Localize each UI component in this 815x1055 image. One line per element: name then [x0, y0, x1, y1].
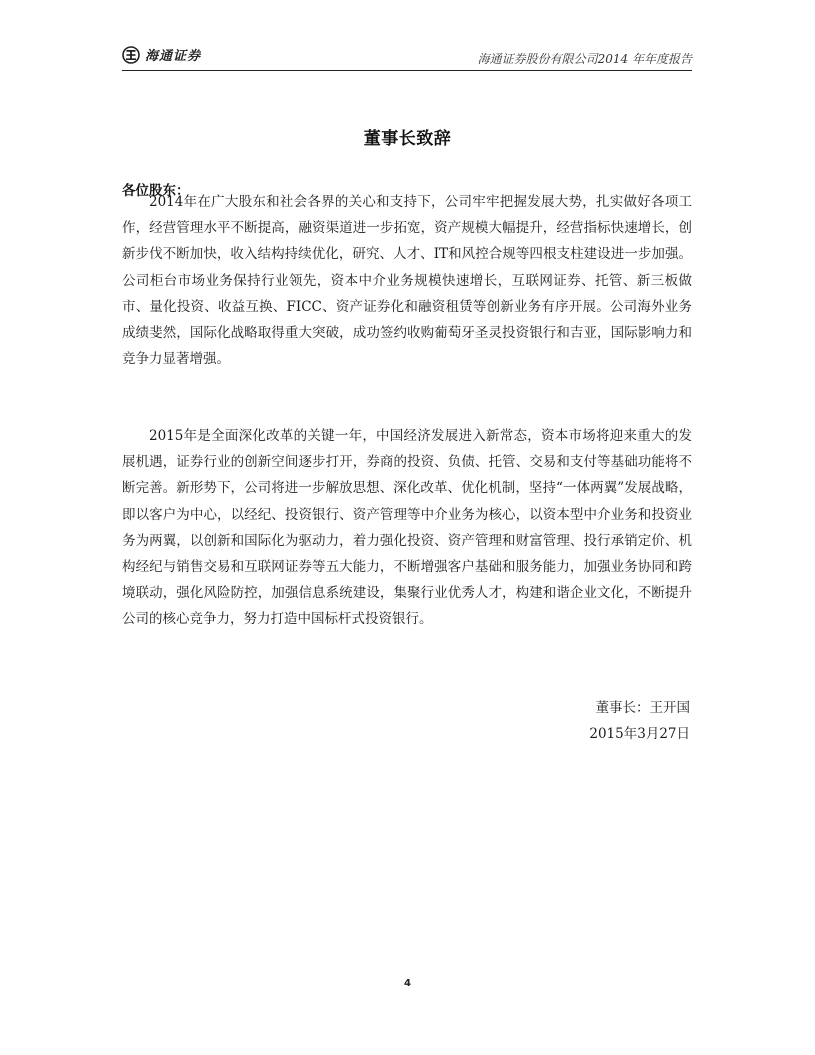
page-header — [122, 44, 692, 68]
letter-title: 董事长致辞 — [363, 129, 452, 149]
header-divider — [122, 70, 692, 71]
report-title: 海通证券股份有限公司2014 年年度报告 — [477, 52, 692, 66]
haitong-emblem-icon — [122, 46, 140, 64]
letter-date: 2015年3月27日 — [589, 726, 690, 742]
signature: 董事长：王开国 — [595, 700, 690, 716]
paragraph-1: 2014年在广大股东和社会各界的关心和支持下，公司牢牢把握发展大势，扎实做好各项工作，经营管理水平不断提高，融资渠道进一步拓宽，资产规模大幅提升，经营指标快速增长，创新步伐不断加快，收入结构持续优化，研究、人才、IT和风控合规等四根支柱建设进一步加强。公司柜台市场业务保持行业领先，资本中介业务规模快速增长，互联网证券、托管、新三板做市、量化投资、收益互换、FICC、资产证券化和融资租赁等创新业务有序开展。公司海外业务成绩斐然，国际化战略取得重大突破，成功签约收购葡萄牙圣灵投资银行和吉亚，国际影响力和竞争力显著增强。 — [122, 194, 692, 368]
company-logo — [122, 45, 201, 64]
salutation: 各位股东： — [122, 183, 190, 199]
logo-text: 海通证券 — [145, 49, 202, 64]
page-number: 4 — [404, 978, 411, 989]
paragraph-2: 2015年是全面深化改革的关键一年，中国经济发展进入新常态，资本市场将迎来重大的发展机遇，证券行业的创新空间逐步打开，券商的投资、负债、托管、交易和支付等基础功能将不断完善。新形势下，公司将进一步解放思想、深化改革、优化机制，坚持“一体两翼”发展战略，即以客户为中心，以经纪、投资银行、资产管理等中介业务为核心，以资本型中介业务和投资业务为两翼，以创新和国际化为驱动力，着力强化投资、资产管理和财富管理、投行承销定价、机构经纪与销售交易和互联网证券等五大能力，不断增强客户基础和服务能力，加强业务协同和跨境联动，强化风险防控，加强信息系统建设，集聚行业优秀人才，构建和谐企业文化，不断提升公司的核心竞争力，努力打造中国标杆式投资银行。 — [122, 428, 692, 628]
